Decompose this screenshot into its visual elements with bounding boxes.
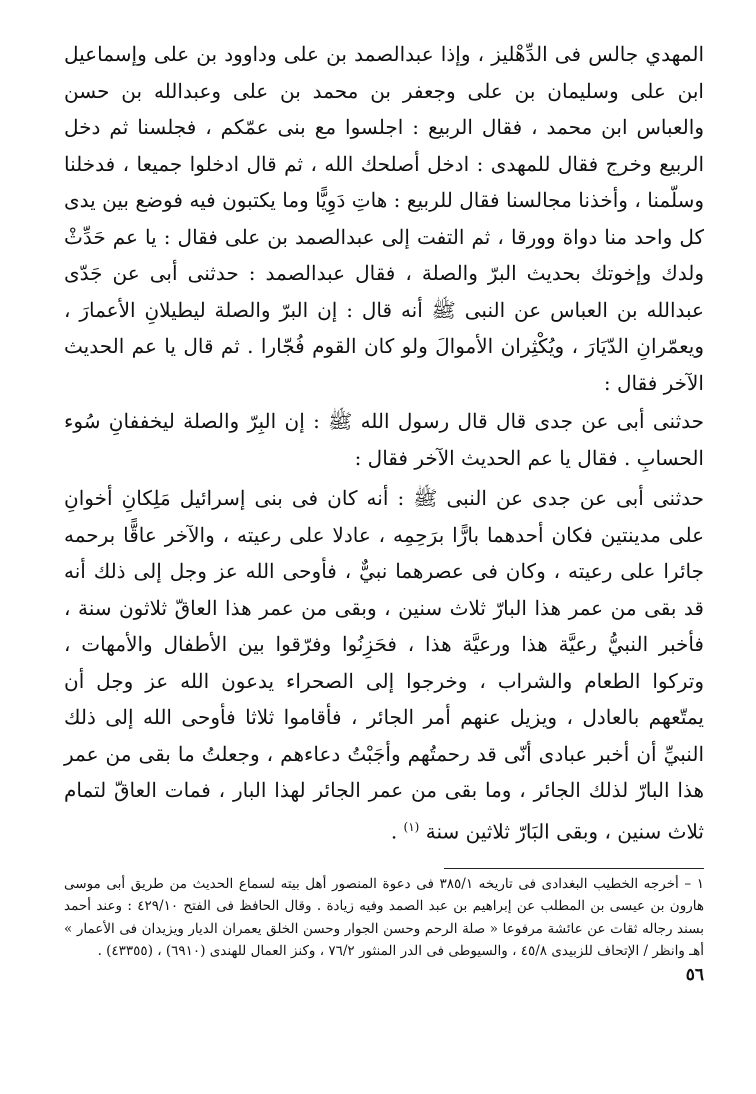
closing-mark: .	[390, 819, 398, 844]
footnote-marker: (١)	[403, 819, 420, 834]
body-paragraph-3	[64, 480, 704, 850]
footnote-divider	[444, 868, 704, 869]
footnote-text: ١ – أخرجه الخطيب البغدادى فى تاريخه ٣٨٥/١ فى دعوة المنصور أهل بيته لسماع الحديث من طريق أبى موسى هارون بن عيسى بن المطلب عن إبراهيم بن عبد الصمد وفيه زيادة . وقال الحافظ فى الفتح ٤٢٩/١٠ : وعند أحمد بسند رجاله ثقات عن عائشة مرفوعا « صلة الرحم وحسن الجوار وحسن الخلق يعمران الديار ويزيدان فى الأعمار » أهـ وانظر / الإتحاف للزبيدى ٤٥/٨ ، والسيوطى فى الدر المنثور ٧٦/٢ ، وكنز العمال للهندى (٦٩١٠) ، (٤٣٣٥٥) .	[64, 875, 704, 960]
body-paragraph-3-text: حدثنى أبى عن جدى عن النبى ﷺ : أنه كان فى بنى إسرائيل مَلِكانِ أخوانِ على مدينتين فكان أحدهما بارًّا برَحِمِه ، عادلا على رعيته ، والآخر عاقًّا برحمه جائرا على رعيته ، وكان فى عصرهما نبيٌّ ، فأوحى الله عز وجل إلى ذلك أنه قد بقى من عمر هذا البارّ ثلاث سنين ، وبقى من عمر هذا العاقّ ثلاثون سنة ، فأخبر النبيُّ رعيَّة هذا ورعيَّة هذا ، فحَزِنُوا وفرّقوا بين الأطفال والأمهات ، وتركوا الطعام والشراب ، وخرجوا إلى الصحراء يدعون الله عز وجل أن يمتّعهم بالعادل ، ويزيل عنهم أمر الجائر ، فأقاموا ثلاثا فأوحى الله إلى ذلك النبيِّ أن أخبر عبادى أنّى قد رحمتُهم وأجَبْتُ دعاءهم ، وجعلتُ ما بقى من عمر هذا البارّ لذلك الجائر ، وما بقى من عمر الجائر لهذا البار ، فمات العاقّ لتمام ثلاث سنين ، وبقى البَارّ ثلاثين سنة	[64, 486, 704, 844]
page-number: ٥٦	[685, 964, 704, 985]
body-paragraph-1: المهدي جالس فى الدِّهْليز ، وإذا عبدالصمد بن على وداوود بن على وإسماعيل ابن على وسليمان بن على وجعفر بن محمد بن على وعبدالله بن حسن والعباس ابن محمد ، فقال الربيع : اجلسوا مع بنى عمّكم ، فجلسنا ثم دخل الربيع وخرج فقال للمهدى : ادخل أصلحك الله ، ثم قال ادخلوا جميعا ، فدخلنا وسلّمنا ، وأخذنا مجالسنا فقال للربيع : هاتِ دَوِيًّا وما يكتبون فيه فوضع بين يدى كل واحد منا دواة وورقا ، ثم التفت إلى عبدالصمد بن على فقال : يا عم حَدِّثْ ولدك وإخوتك بحديث البرّ والصلة ، فقال عبدالصمد : حدثنى أبى عن جَدّى عبدالله بن العباس عن النبى ﷺ أنه قال : إن البرّ والصلة ليطيلانِ الأعمارَ ، ويعمّرانِ الدّيَارَ ، ويُكْثِران الأموالَ ولو كان القوم فُجّارا . ثم قال يا عم الحديث الآخر فقال :	[64, 42, 704, 395]
body-paragraph-2: حدثنى أبى عن جدى قال قال رسول الله ﷺ : إن البِرّ والصلة ليخففانِ سُوء الحسابِ . فقال يا عم الحديث الآخر فقال :	[64, 409, 704, 470]
